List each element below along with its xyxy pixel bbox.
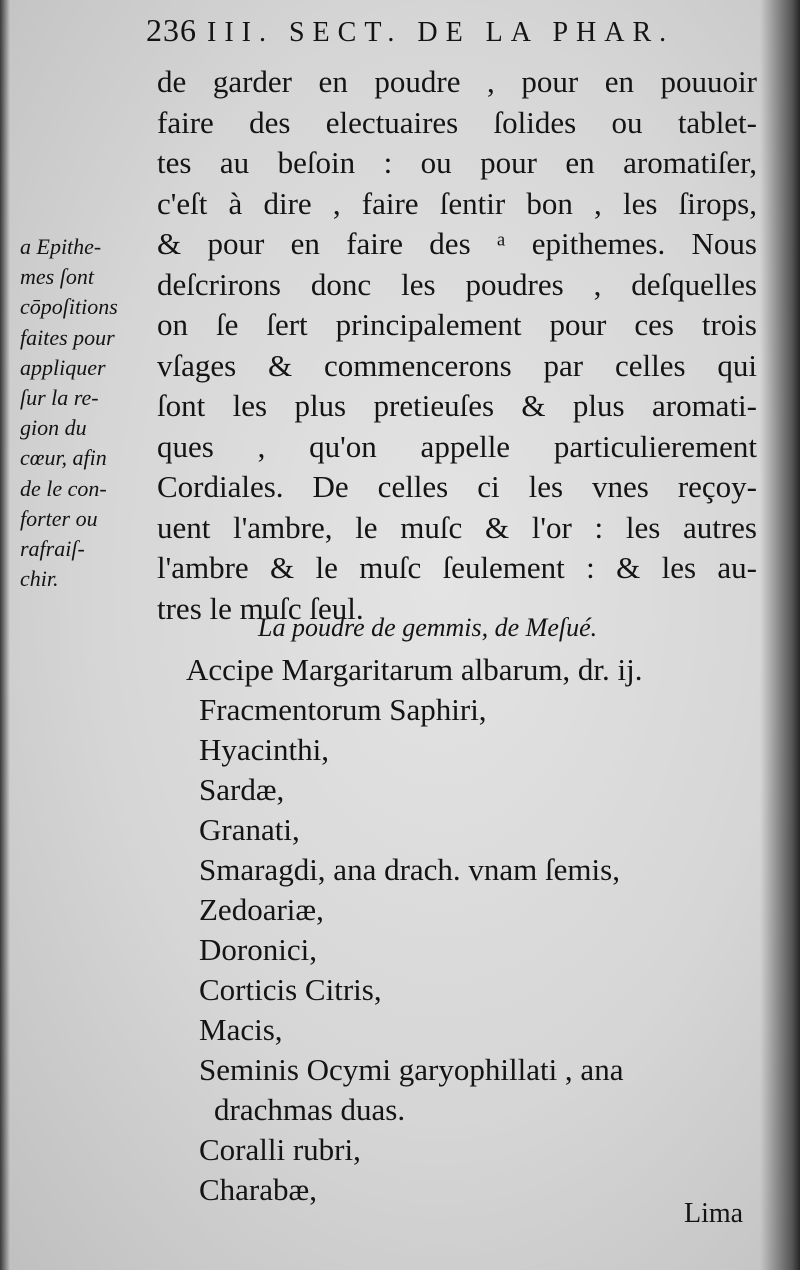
ingredient-item: Accipe Margaritarum albarum, dr. ij. xyxy=(186,652,643,687)
section-title: III. SECT. DE LA PHAR. xyxy=(207,17,675,48)
page-left-edge-shadow xyxy=(0,0,10,1270)
recipe-title: La poudre de gemmis, de Meſué. xyxy=(258,613,598,642)
text-line: deſcrirons donc les poudres , deſquelles xyxy=(157,266,757,302)
text-line: de garder en poudre , pour en pouuoir xyxy=(157,64,757,99)
main-paragraph xyxy=(157,62,757,629)
ingredient-item: Fracmentorum Saphiri, xyxy=(199,692,487,727)
marginal-line: appliquer xyxy=(20,354,106,380)
ingredient-item: Sardæ, xyxy=(199,772,285,807)
marginal-line: ſur la re- xyxy=(20,384,99,410)
running-head xyxy=(146,12,746,56)
text-line: & pour en faire des ᵃ epithemes. Nous xyxy=(157,226,757,261)
marginal-line: rafraiſ- xyxy=(20,535,85,561)
marginal-line: chir. xyxy=(20,566,59,592)
marginal-line: cōpoſitions xyxy=(20,294,118,320)
marginal-line: forter ou xyxy=(20,505,98,531)
marginal-line: gion du xyxy=(20,415,87,441)
text-line: c'eſt à dire , faire ſentir bon , les ſirops, xyxy=(157,185,757,221)
marginal-line: a Epithe- xyxy=(20,234,102,259)
ingredient-list xyxy=(186,650,766,1210)
ingredient-item: drachmas duas. xyxy=(214,1092,406,1127)
catchword: Lima xyxy=(684,1198,744,1229)
text-line: ques , qu'on appelle particulierement xyxy=(157,428,757,464)
ingredient-item: Corticis Citris, xyxy=(199,972,382,1007)
ingredient-item: Coralli rubri, xyxy=(199,1132,361,1167)
text-line: uent l'ambre, le muſc & l'or : les autres xyxy=(157,509,757,545)
marginal-line: de le con- xyxy=(20,475,107,501)
marginal-line: cœur, afin xyxy=(20,445,107,471)
text-line: faire des electuaires ſolides ou tablet- xyxy=(157,104,757,140)
text-line: Cordiales. De celles ci les vnes reçoy- xyxy=(157,469,757,504)
ingredient-item: Seminis Ocymi garyophillati , ana xyxy=(199,1052,624,1087)
page-gutter-shadow xyxy=(760,0,800,1270)
ingredient-item: Hyacinthi, xyxy=(199,732,329,767)
ingredient-item: Granati, xyxy=(199,812,300,847)
marginal-note xyxy=(20,232,155,594)
ingredient-item: Smaragdi, ana drach. vnam ſemis, xyxy=(199,852,620,887)
page-number: 236 xyxy=(146,12,197,48)
text-line: vſages & commencerons par celles qui xyxy=(157,347,757,383)
ingredient-item: Macis, xyxy=(199,1012,283,1047)
marginal-line: mes ſont xyxy=(20,264,94,290)
ingredient-item: Charabæ, xyxy=(199,1172,317,1207)
ingredient-item: Doronici, xyxy=(199,932,317,967)
ingredient-item: Zedoariæ, xyxy=(199,892,324,927)
text-line: ſont les plus pretieuſes & plus aromati- xyxy=(157,388,757,423)
marginal-line: faites pour xyxy=(20,324,115,350)
text-line: tres le muſc ſeul. xyxy=(157,590,364,626)
text-line: on ſe ſert principalement pour ces trois xyxy=(157,307,757,342)
text-line: tes au beſoin : ou pour en aromatiſer, xyxy=(157,145,757,180)
text-line: l'ambre & le muſc ſeulement : & les au- xyxy=(157,550,757,585)
